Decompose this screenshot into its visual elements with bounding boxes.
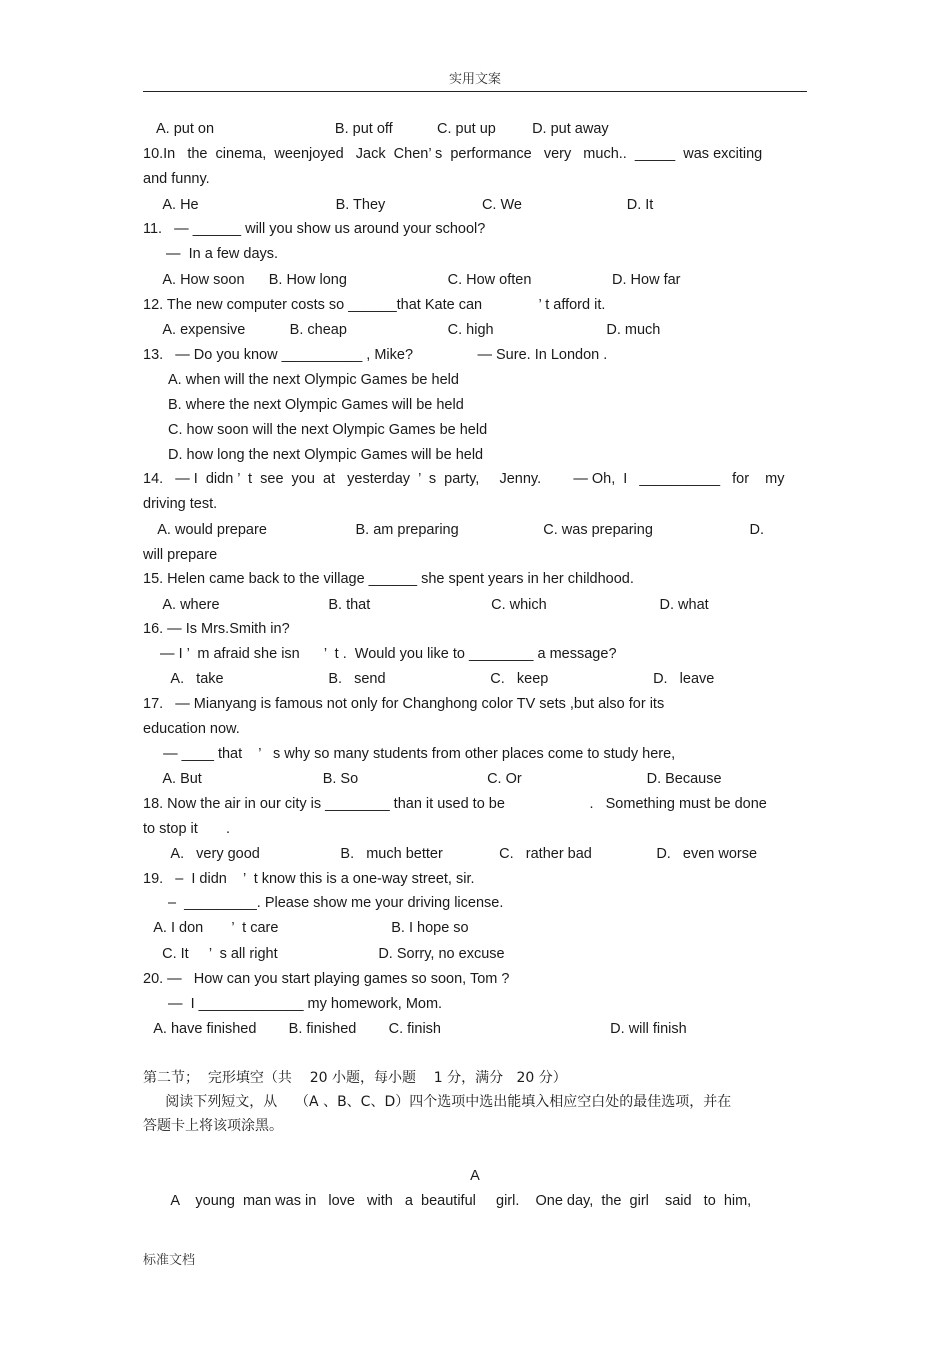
q16-reply: — I ’ m afraid she isn ’ t . Would you like to ________ a message? bbox=[152, 646, 617, 662]
q19-stem: 19. – I didn ’ t know this is a one-way street, sir. bbox=[143, 871, 475, 887]
section-title: 第二节； 完形填空（共 20 小题，每小题 1 分，满分 20 分） bbox=[143, 1070, 567, 1086]
q17-options: A. But B. So C. Or D. Because bbox=[143, 771, 722, 787]
q14-stem: 14. — I didn ’ t see you at yesterday ’ s party, Jenny. — Oh, I __________ for my bbox=[143, 471, 785, 487]
q10-stem: 10.In the cinema, weenjoyed Jack Chen’ s performance very much.. _____ was exciting bbox=[143, 146, 763, 162]
q20-reply: — I _____________ my homework, Mom. bbox=[160, 996, 443, 1012]
q18-stem: 18. Now the air in our city is ________ than it used to be . Something must be done bbox=[143, 796, 767, 812]
q14-options: A. would prepare B. am preparing C. was preparing D. bbox=[150, 522, 765, 538]
q11-reply: — In a few days. bbox=[158, 246, 279, 262]
q18-options: A. very good B. much better C. rather bad D. even worse bbox=[143, 846, 758, 862]
q12-stem: 12. The new computer costs so ______that Kate can ’ t afford it. bbox=[143, 297, 606, 313]
q13-option-a: A. when will the next Olympic Games be held bbox=[168, 372, 459, 388]
q10-options: A. He B. They C. We D. It bbox=[143, 197, 654, 213]
q17-reply: — ____ that ’ s why so many students from other places come to study here, bbox=[143, 746, 676, 762]
q19-options-ab: A. I don ’ t care B. I hope so bbox=[146, 920, 469, 936]
q9-options: A. put on B. put off C. put up D. put away bbox=[156, 121, 609, 137]
q14-stem-cont: driving test. bbox=[143, 496, 218, 512]
page-header: 实用文案 bbox=[448, 72, 501, 87]
q13-option-d: D. how long the next Olympic Games will be held bbox=[168, 447, 484, 463]
header-rule bbox=[143, 91, 807, 92]
q11-stem: 11. — ______ will you show us around your school? bbox=[143, 221, 486, 237]
q19-options-cd: C. It ’ s all right D. Sorry, no excuse bbox=[146, 946, 505, 962]
q17-stem-cont: education now. bbox=[143, 721, 240, 737]
section-instructions-cont: 答题卡上将该项涂黑。 bbox=[143, 1118, 283, 1134]
q16-stem: 16. — Is Mrs.Smith in? bbox=[143, 621, 290, 637]
page-footer: 标准文档 bbox=[143, 1253, 196, 1268]
q20-stem: 20. — How can you start playing games so soon, Tom ? bbox=[143, 971, 510, 987]
q15-options: A. where B. that C. which D. what bbox=[143, 597, 709, 613]
q13-option-b: B. where the next Olympic Games will be held bbox=[168, 397, 464, 413]
q15-stem: 15. Helen came back to the village ______ she spent years in her childhood. bbox=[143, 571, 634, 587]
passage-first-line: A young man was in love with a beautiful girl. One day, the girl said to him, bbox=[143, 1193, 752, 1209]
q16-options: A. take B. send C. keep D. leave bbox=[143, 671, 715, 687]
q10-stem-cont: and funny. bbox=[143, 171, 210, 187]
q11-options: A. How soon B. How long C. How often D. How far bbox=[143, 272, 681, 288]
passage-label: A bbox=[470, 1168, 480, 1184]
q19-reply: – _________. Please show me your driving license. bbox=[160, 895, 504, 911]
q13-stem: 13. — Do you know __________ , Mike? — Sure. In London . bbox=[143, 347, 608, 363]
q17-stem: 17. — Mianyang is famous not only for Changhong color TV sets ,but also for its bbox=[143, 696, 665, 712]
q12-options: A. expensive B. cheap C. high D. much bbox=[143, 322, 661, 338]
q20-options: A. have finished B. finished C. finish D. will finish bbox=[146, 1021, 687, 1037]
section-instructions: 阅读下列短文，从 （A 、B、C、D）四个选项中选出能填入相应空白处的最佳选项，并在 bbox=[143, 1094, 732, 1110]
q13-option-c: C. how soon will the next Olympic Games be held bbox=[168, 422, 488, 438]
q14-option-d-cont: will prepare bbox=[143, 547, 218, 563]
q18-stem-cont: to stop it . bbox=[143, 821, 231, 837]
